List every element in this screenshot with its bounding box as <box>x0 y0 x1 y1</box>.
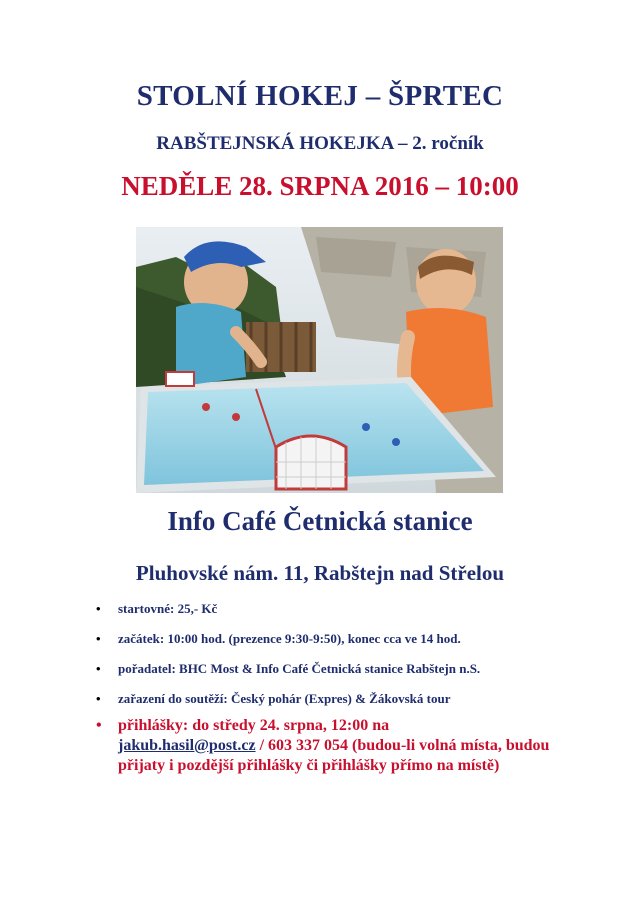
registration <box>96 716 598 776</box>
venue-name: Info Café Četnická stanice <box>167 506 473 536</box>
event-date: NEDĚLE 28. SRPNA 2016 – 10:00 <box>121 171 519 201</box>
page-title: STOLNÍ HOKEJ – ŠPRTEC <box>136 80 504 112</box>
registration-deadline: přihlášky: do středy 24. srpna, 12:00 na <box>118 717 390 734</box>
list-item <box>96 630 576 647</box>
list-item <box>96 690 576 707</box>
details-list <box>96 600 576 720</box>
registration-contact: / 603 337 054 (budou-li volná místa, budou přijaty i pozdější přihlášky či přihlášky přímo na místě) <box>118 737 550 774</box>
bullet-icon: • <box>96 661 101 676</box>
list-item <box>96 600 576 617</box>
event-photo <box>136 227 503 493</box>
competitions: zařazení do soutěží: Český pohár (Expres) & Žákovská tour <box>118 691 451 706</box>
bullet-icon: • <box>96 717 102 734</box>
start-time: začátek: 10:00 hod. (prezence 9:30-9:50), konec cca ve 14 hod. <box>118 631 461 646</box>
bullet-icon: • <box>96 631 101 646</box>
entry-fee: startovné: 25,- Kč <box>118 601 218 616</box>
organizer: pořadatel: BHC Most & Info Café Četnická stanice Rabštejn n.S. <box>118 661 481 676</box>
venue-address: Pluhovské nám. 11, Rabštejn nad Střelou <box>135 561 505 585</box>
event-subtitle: RABŠTEJNSKÁ HOKEJKA – 2. ročník <box>156 133 484 154</box>
list-item <box>96 660 576 677</box>
bullet-icon: • <box>96 691 101 706</box>
bullet-icon: • <box>96 601 101 616</box>
table-hockey-photo <box>136 227 503 493</box>
email-link[interactable]: jakub.hasil@post.cz <box>118 737 256 754</box>
